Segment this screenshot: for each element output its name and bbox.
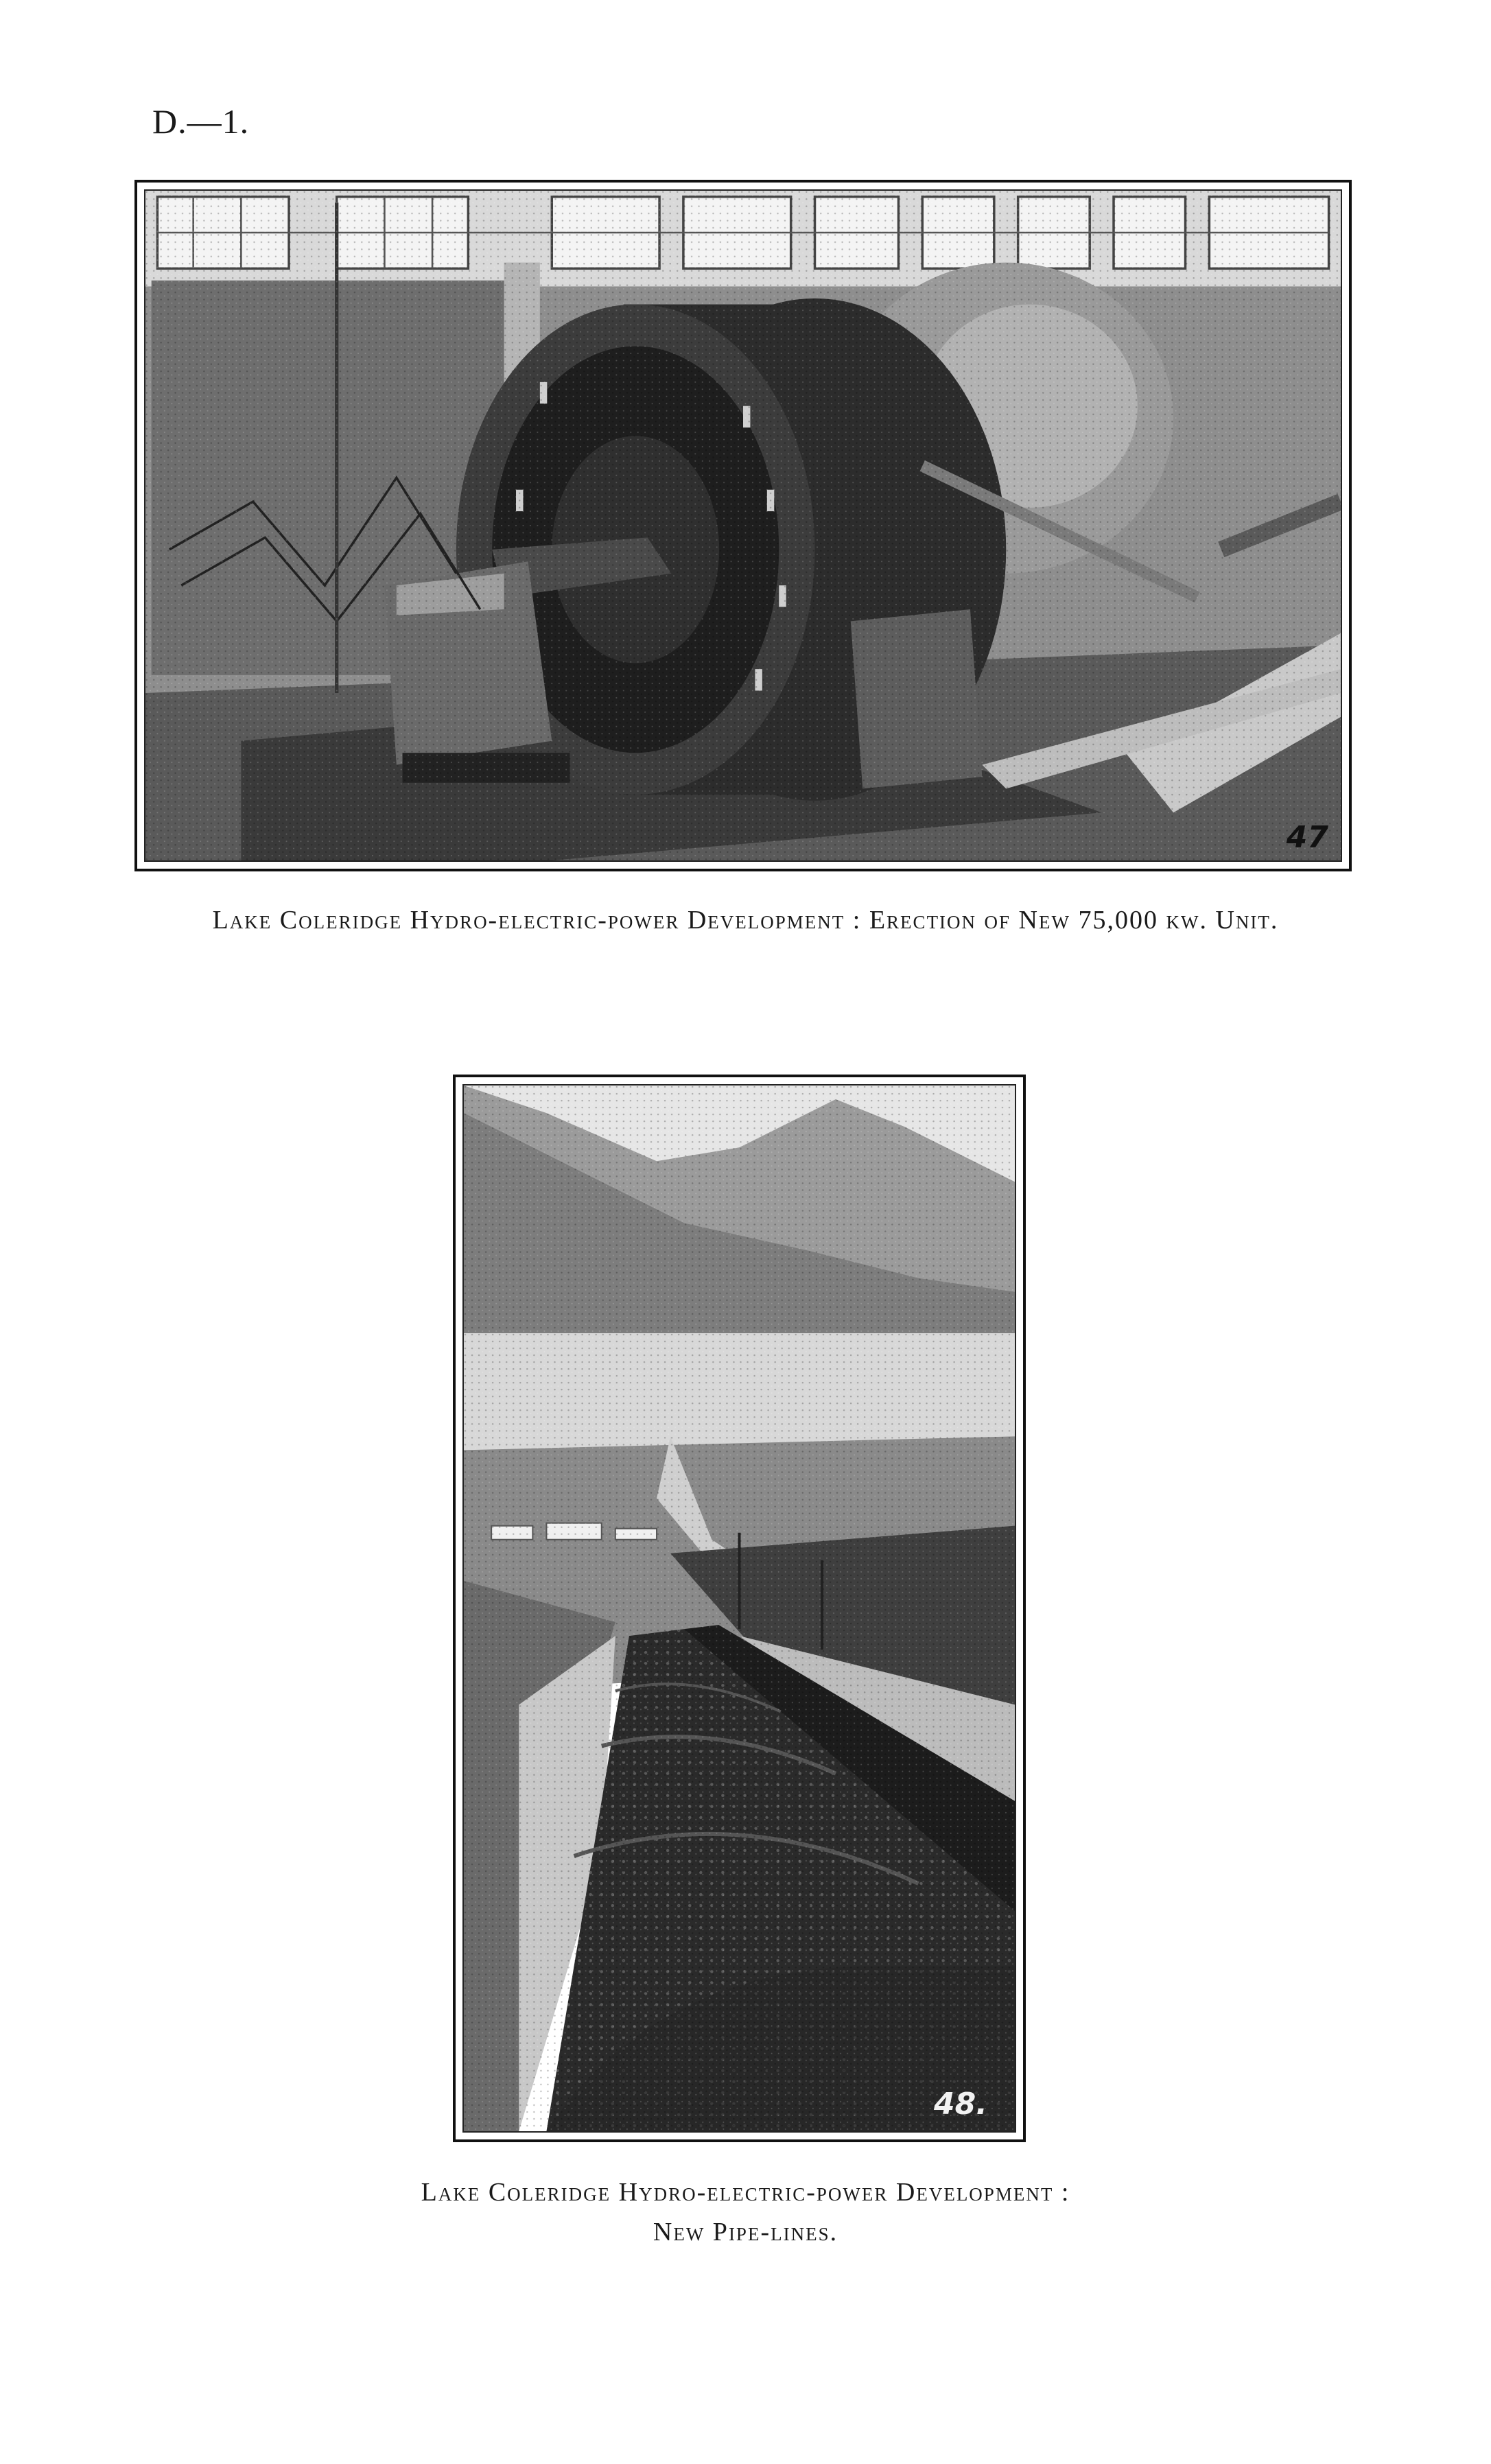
photo-pipe-lines [453, 1075, 1026, 2142]
caption-pipe-lines-line2: New Pipe-lines. [653, 2218, 838, 2246]
generator-photo-image [145, 191, 1341, 860]
caption-generator-erection: Lake Coleridge Hydro-electric-power Development : Erection of New 75,000 kw. Unit. [212, 906, 1279, 935]
pipe-lines-photo-image [464, 1086, 1015, 2131]
photo-generator-erection [134, 180, 1352, 871]
plate-number-48: 48. [934, 2087, 987, 2122]
caption-pipe-lines-line1: Lake Coleridge Hydro-electric-power Development : [421, 2178, 1070, 2207]
plate-number-47: 47 [1286, 820, 1328, 855]
page-reference: D.—1. [152, 102, 250, 141]
